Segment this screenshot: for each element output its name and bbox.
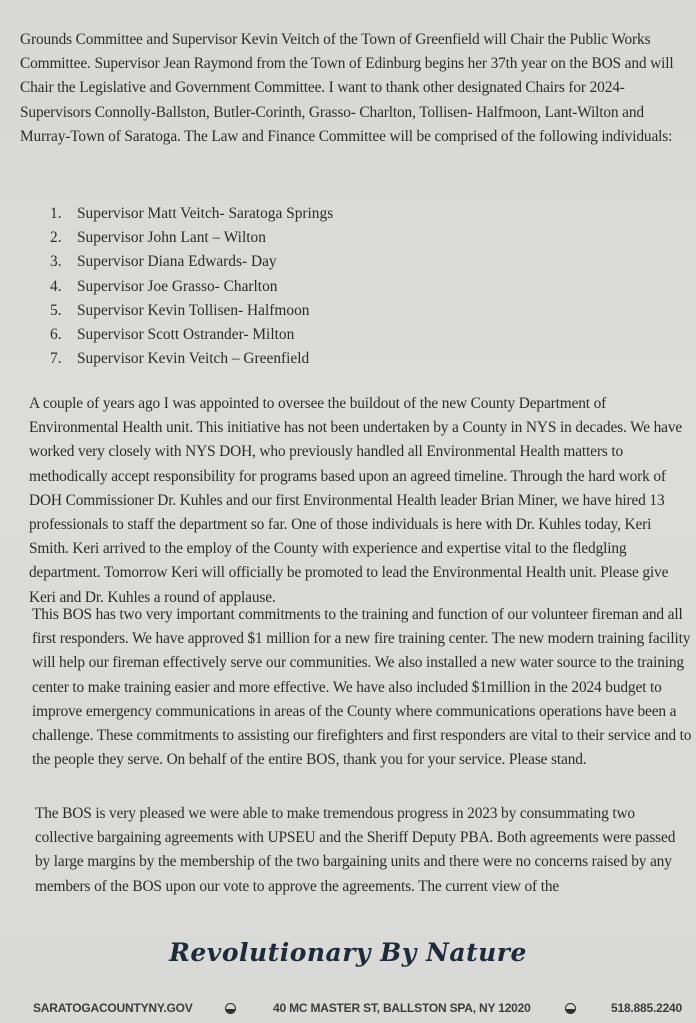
footer-contact-bar (0, 999, 696, 1019)
paragraph-environmental-health: A couple of years ago I was appointed to oversee the buildout of the new County Department of Environmental Health unit. This initiative has not been undertaken by a County in NYS in decades. We have worked very closely with NYS DOH, who previously handled all Environmental Health matters to methodically accept responsibility for programs based upon an agreed timeline. Through the hard work of DOH Commissioner Dr. Kuhles and our first Environmental Health leader Brian Miner, we have hired 13 professionals to staff the department so far. One of those individuals is here with Dr. Kuhles today, Keri Smith. Keri arrived to the employ of the County with experience and expertise vital to the fledgling department. Tomorrow Keri will officially be promoted to lead the Environmental Health unit. Please give Keri and Dr. Kuhles a round of applause. (29, 395, 683, 606)
list-item (50, 226, 333, 250)
list-item (50, 275, 333, 299)
list-item (50, 347, 333, 371)
half-filled-circle-icon (565, 1003, 576, 1014)
list-item-text: Supervisor Kevin Tollisen- Halfmoon (77, 301, 310, 319)
list-item-text: Supervisor John Lant – Wilton (77, 229, 266, 247)
list-number: 6. (50, 326, 62, 344)
law-finance-committee-list (50, 202, 333, 371)
list-item-text: Supervisor Joe Grasso- Charlton (77, 277, 278, 295)
tagline-text: Revolutionary By Nature (169, 938, 527, 967)
half-filled-circle-icon (225, 1003, 236, 1014)
footer-address: 40 MC MASTER ST, BALLSTON SPA, NY 12020 (273, 1001, 531, 1015)
list-number: 4. (50, 277, 62, 295)
list-item-text: Supervisor Matt Veitch- Saratoga Springs (77, 205, 334, 222)
list-item-text: Supervisor Kevin Veitch – Greenfield (77, 350, 310, 368)
paragraph-bargaining-agreements: The BOS is very pleased we were able to make tremendous progress in 2023 by consummating two collective bargaining agreements with UPSEU and the Sheriff Deputy PBA. Both agreements were passed by large margins by the membership of the two bargaining units and there were no concerns raised by any members of the BOS upon our vote to approve the agreements. The current view of the (35, 805, 676, 895)
list-number: 5. (50, 301, 62, 319)
list-number: 1. (50, 205, 62, 222)
footer-website-link[interactable]: SARATOGACOUNTYNY.GOV (33, 1001, 193, 1015)
list-item (50, 299, 333, 323)
list-item (50, 323, 333, 347)
paragraph-committee-chairs: Grounds Committee and Supervisor Kevin Veitch of the Town of Greenfield will Chair the Public Works Committee. Supervisor Jean Raymond from the Town of Edinburg begins her 37th year on the BOS and will Chair the Legislative and Government Committee. I want to thank other designated Chairs for 2024- Supervisors Connolly-Ballston, Butler-Corinth, Grasso- Charlton, Tollisen- Halfmoon, Lant-Wilton and Murray-Town of Saratoga. The Law and Finance Committee will be comprised of the following individuals: (20, 31, 674, 145)
tagline-logo (0, 938, 696, 967)
list-number: 3. (50, 253, 62, 271)
paragraph-first-responders: This BOS has two very important commitments to the training and function of our volunteer fireman and all first responders. We have approved $1 million for a new fire training center. The new modern training facility will help our fireman effectively serve our communities. We also installed a new water source to the training center to make training easier and more effective. We have also included $1million in the 2024 budget to improve emergency communications in areas of the County where communications operations have been a challenge. These commitments to assisting our firefighters and first responders are vital to their service and to the people they serve. On behalf of the entire BOS, thank you for your service. Please stand. (32, 606, 692, 769)
list-number: 7. (50, 350, 62, 368)
footer-phone[interactable]: 518.885.2240 (611, 1001, 683, 1015)
list-item (50, 250, 333, 274)
list-item (50, 202, 333, 226)
list-item-text: Supervisor Diana Edwards- Day (77, 253, 277, 271)
list-number: 2. (50, 229, 62, 247)
list-item-text: Supervisor Scott Ostrander- Milton (77, 326, 295, 344)
